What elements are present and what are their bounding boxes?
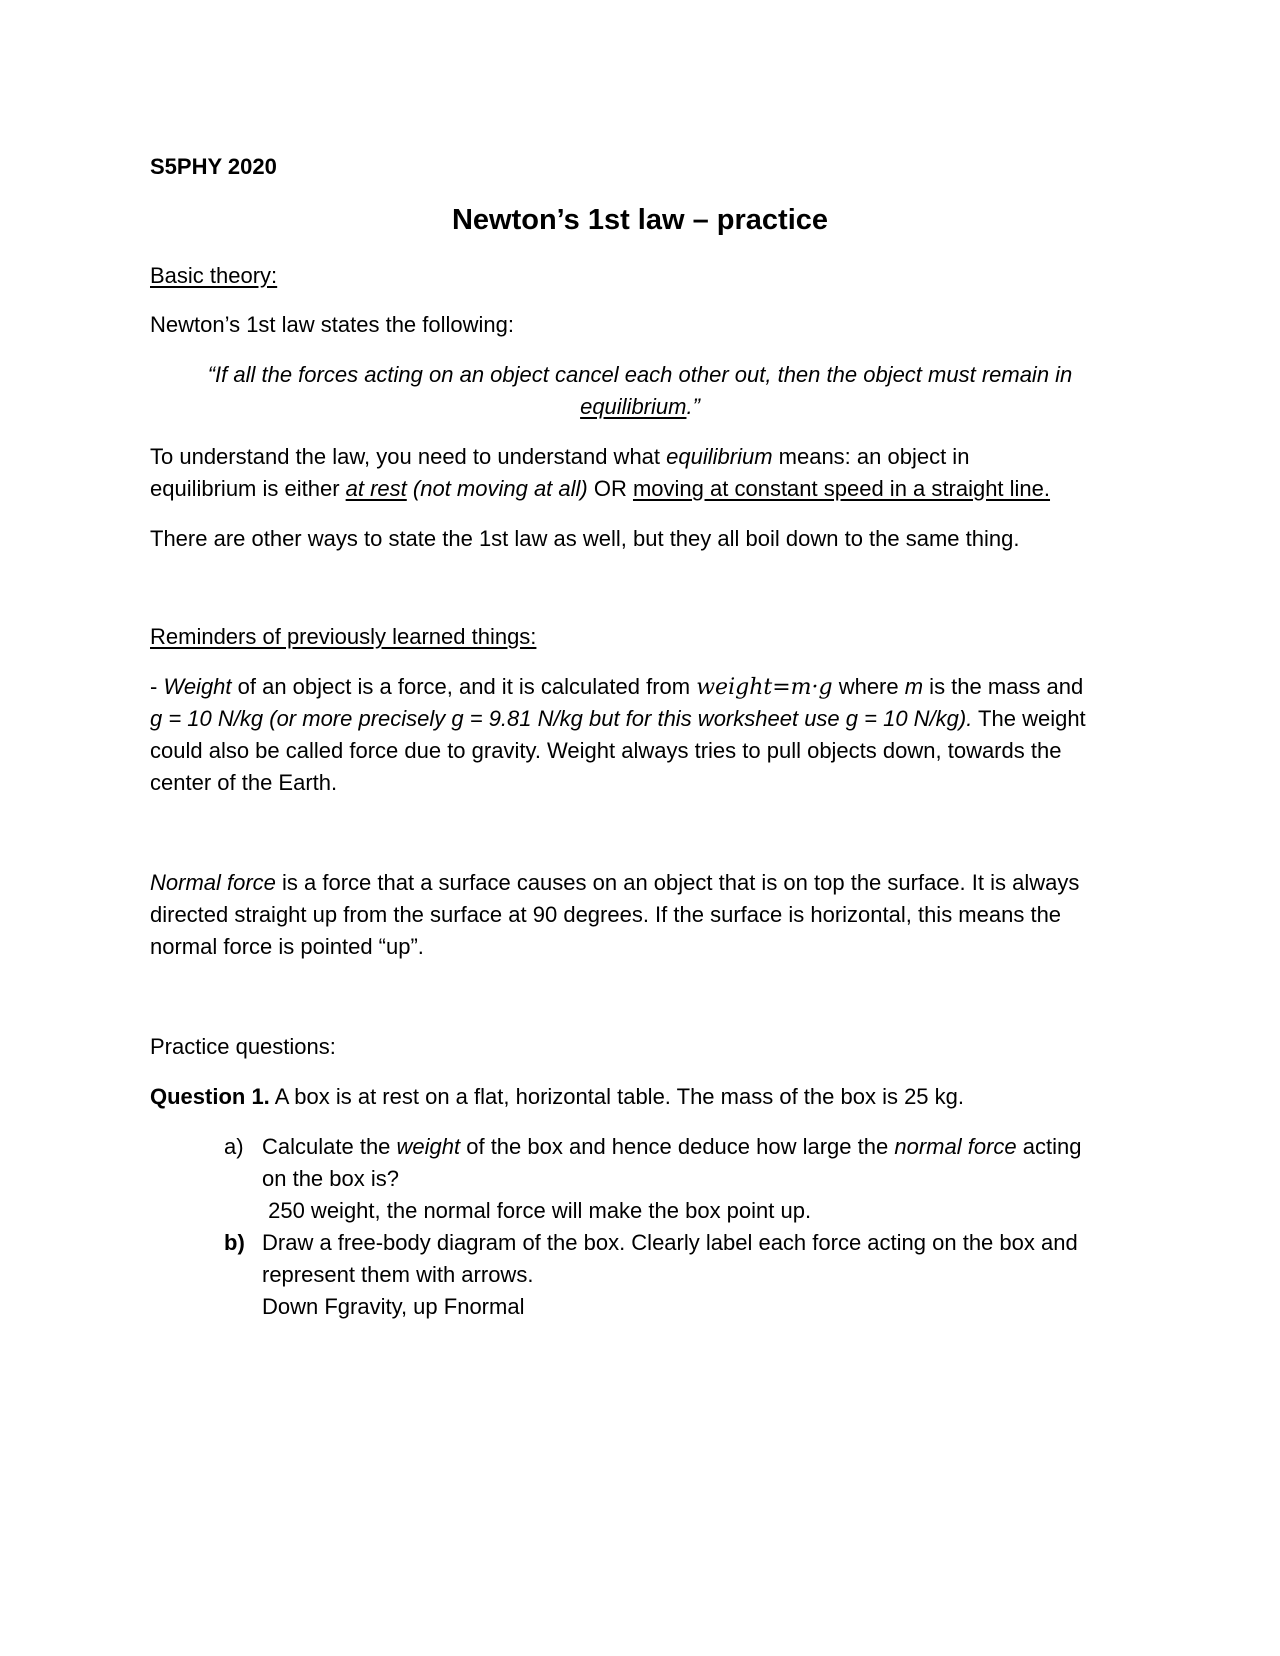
text-run: of an object is a force, and it is calculated from — [231, 674, 697, 699]
law-intro: Newton’s 1st law states the following: — [150, 312, 514, 337]
text-run: is a force that a surface causes on an object that is on top the surface. It is always — [275, 870, 1080, 895]
course-code: S5PHY 2020 — [150, 154, 277, 179]
text-run: of the box and hence deduce how large the — [460, 1134, 895, 1159]
constant-speed-term: moving at constant speed in a straight line. — [632, 476, 1051, 501]
text-run: equilibrium — [666, 444, 773, 469]
text-run: equilibrium is either — [150, 476, 346, 501]
text-run: OR — [587, 476, 633, 501]
practice-heading: Practice questions: — [150, 1034, 336, 1059]
text-run: - — [150, 674, 164, 699]
weight-line2 — [150, 708, 1086, 730]
reminders-heading: Reminders of previously learned things: — [150, 624, 537, 649]
basic-theory-heading: Basic theory: — [150, 263, 278, 288]
subquestion-b-line1: Draw a free-body diagram of the box. Clearly label each force acting on the box and — [262, 1230, 1078, 1255]
weight-line4: center of the Earth. — [150, 770, 338, 795]
subquestion-b-line2: represent them with arrows. — [262, 1262, 534, 1287]
equilibrium-paragraph-line2 — [150, 478, 1050, 500]
subquestion-a-line2: on the box is? — [262, 1166, 399, 1191]
quote-end: .” — [686, 394, 700, 419]
answer-a: 250 weight, the normal force will make the box point up. — [262, 1198, 812, 1223]
law-quote-line1: “If all the forces acting on an object cancel each other out, then the object must remain in — [207, 362, 1073, 387]
normal-force-line2: directed straight up from the surface at 90 degrees. If the surface is horizontal, this means the — [150, 902, 1062, 927]
question-1 — [150, 1086, 964, 1108]
weight-line1 — [150, 676, 1083, 699]
at-rest-term: at rest — [345, 476, 407, 501]
text-run: where — [832, 674, 905, 699]
normal-force-line1 — [150, 872, 1079, 894]
text-run: acting — [1016, 1134, 1082, 1159]
normal-force-line3: normal force is pointed “up”. — [150, 934, 424, 959]
text-run: normal force — [894, 1134, 1017, 1159]
text-run: To understand the law, you need to understand what — [150, 444, 667, 469]
text-run: weight — [396, 1134, 461, 1159]
subquestion-a-line1 — [262, 1136, 1081, 1158]
weight-term: Weight — [163, 674, 232, 699]
equilibrium-paragraph-line1 — [150, 446, 969, 468]
text-run: m — [904, 674, 924, 699]
subquestion-b-marker: b) — [224, 1230, 245, 1255]
text-run: The weight — [972, 706, 1086, 731]
text-run: means: an object in — [772, 444, 970, 469]
subquestion-a-marker: a) — [224, 1134, 244, 1159]
answer-b: Down Fgravity, up Fnormal — [262, 1294, 525, 1319]
page-title: Newton’s 1st law – practice — [451, 204, 829, 236]
law-quote-line2 — [0, 396, 1280, 418]
text-run: Calculate the — [262, 1134, 397, 1159]
weight-formula: weight=m·g — [696, 675, 833, 700]
question-text: A box is at rest on a flat, horizontal table. The mass of the box is 25 kg. — [269, 1084, 964, 1109]
weight-line3: could also be called force due to gravity. Weight always tries to pull objects down, towards the — [150, 738, 1062, 763]
text-run: is the mass and — [923, 674, 1084, 699]
text-run: (not moving at all) — [406, 476, 588, 501]
question-label: Question 1. — [150, 1084, 270, 1109]
other-ways-paragraph: There are other ways to state the 1st law as well, but they all boil down to the same thing. — [150, 526, 1020, 551]
equilibrium-term: equilibrium — [580, 394, 687, 419]
gravity-note: g = 10 N/kg (or more precisely g = 9.81 N/kg but for this worksheet use g = 10 N/kg). — [150, 706, 973, 731]
normal-force-term: Normal force — [150, 870, 276, 895]
